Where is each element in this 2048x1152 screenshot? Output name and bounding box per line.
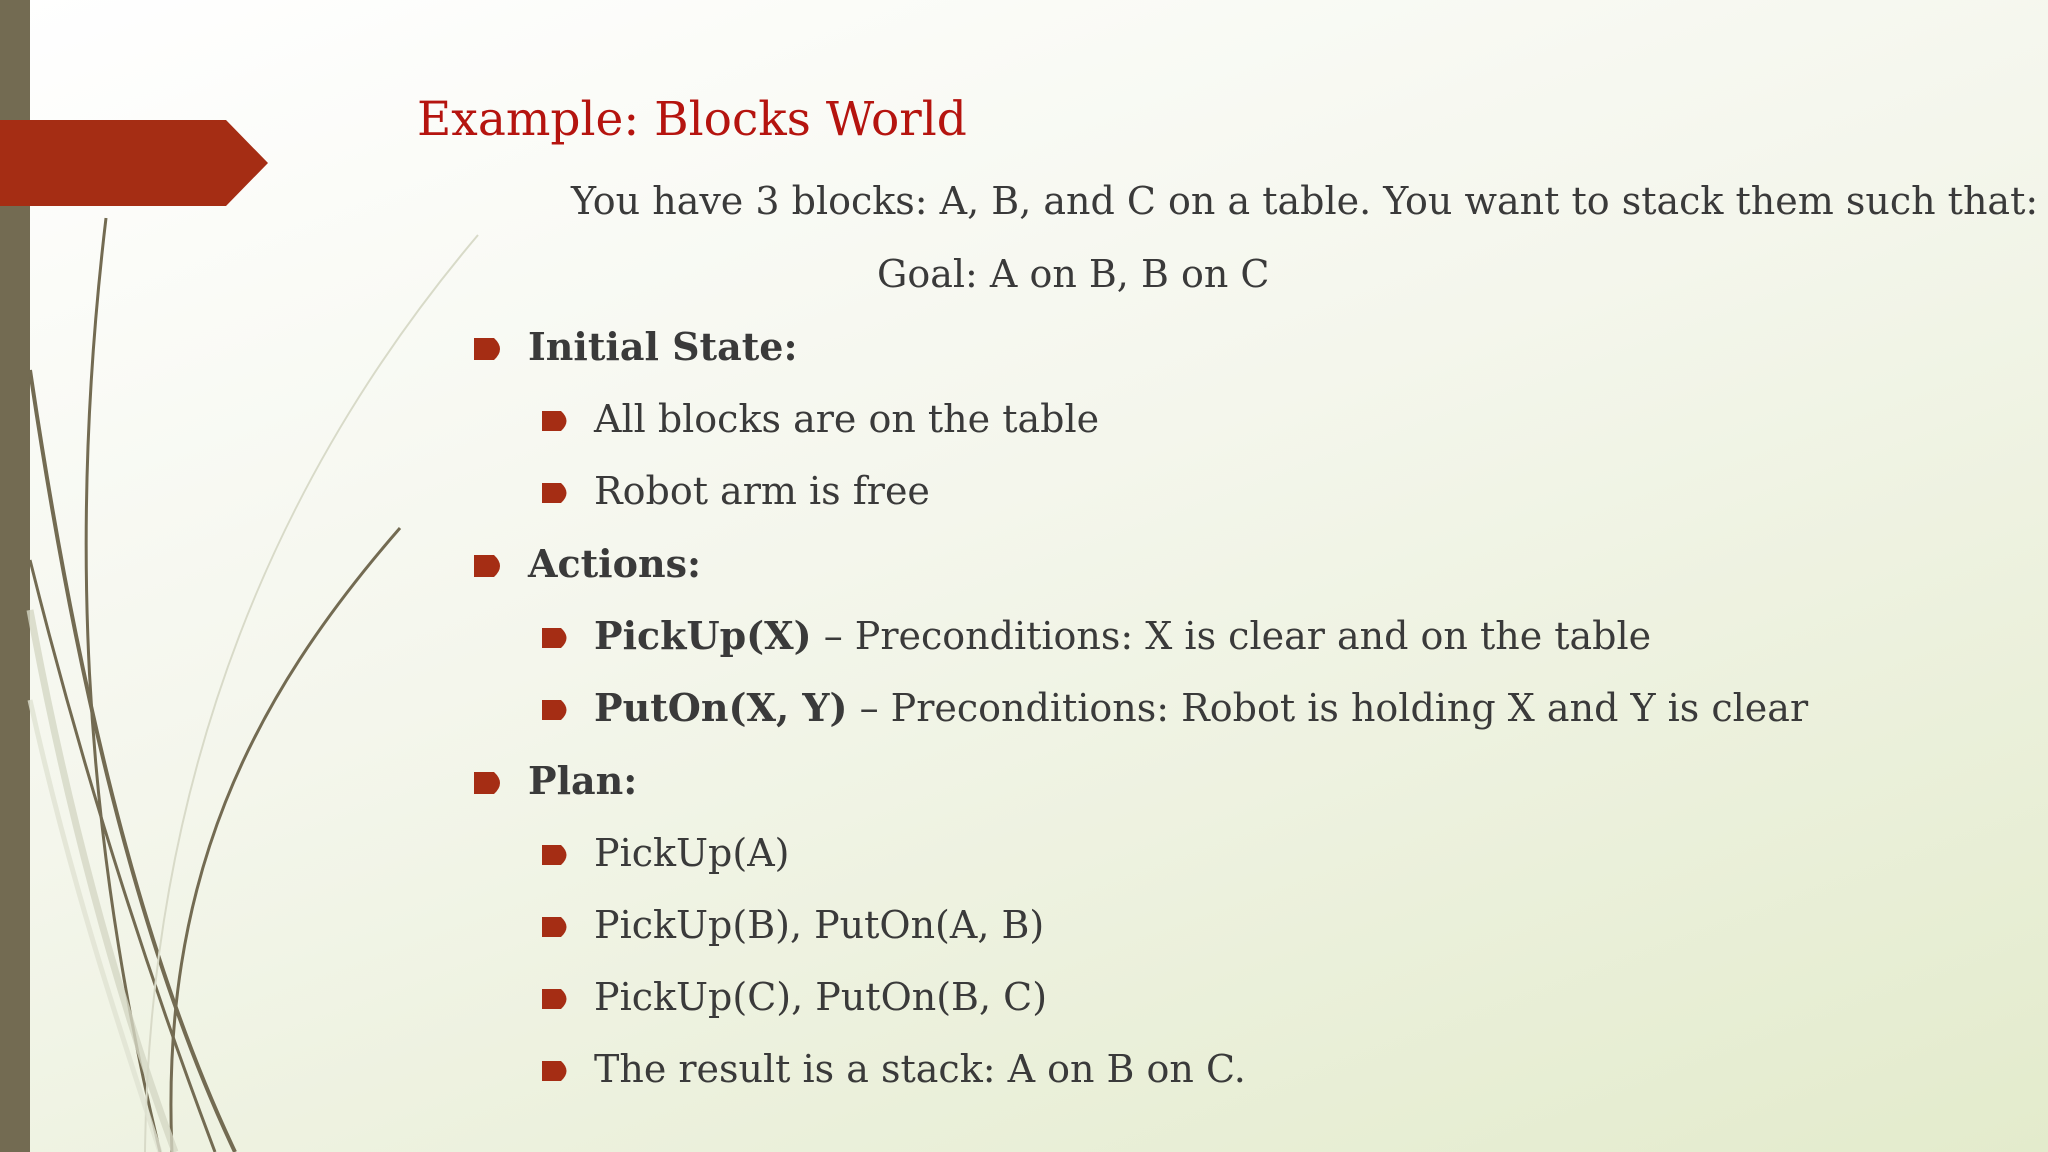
arrow-bullet-icon [542,1061,572,1081]
arrow-bullet-icon [474,772,506,794]
list-item-text: PickUp(B), PutOn(A, B) [594,903,1045,947]
list-item [542,397,1100,441]
list-item [542,831,790,875]
heading-label: Actions: [528,541,702,586]
heading-initial-state [474,324,798,369]
list-item-text: Robot arm is free [594,469,930,513]
list-item [542,1047,1246,1091]
action-description: – Preconditions: Robot is holding X and Y is clear [847,686,1809,730]
intro-text: You have 3 blocks: A, B, and C on a table. You want to stack them such that: [571,179,2039,223]
list-item-text: The result is a stack: A on B on C. [594,1047,1246,1091]
title-marker-tab [0,120,270,206]
action-description: – Preconditions: X is clear and on the table [811,614,1652,658]
heading-plan [474,758,638,803]
list-item [542,903,1045,947]
arrow-bullet-icon [542,917,572,937]
action-name: PickUp(X) [594,613,812,658]
list-item-text: PickUp(C), PutOn(B, C) [594,975,1048,1019]
list-item-text: All blocks are on the table [594,397,1100,441]
heading-actions [474,541,702,586]
list-item-text: PickUp(A) [594,831,790,875]
arrow-bullet-icon [474,555,506,577]
list-item [542,685,1809,730]
action-name: PutOn(X, Y) [594,685,848,730]
arrow-bullet-icon [474,338,506,360]
slide-title: Example: Blocks World [417,92,967,147]
list-item [542,469,930,513]
heading-label: Plan: [528,758,638,803]
arrow-bullet-icon [542,845,572,865]
goal-text: Goal: A on B, B on C [877,252,1270,296]
list-item [542,975,1048,1019]
heading-label: Initial State: [528,324,798,369]
arrow-bullet-icon [542,700,572,720]
arrow-bullet-icon [542,483,572,503]
arrow-bullet-icon [542,411,572,431]
arrow-bullet-icon [542,989,572,1009]
list-item [542,613,1652,658]
arrow-bullet-icon [542,628,572,648]
